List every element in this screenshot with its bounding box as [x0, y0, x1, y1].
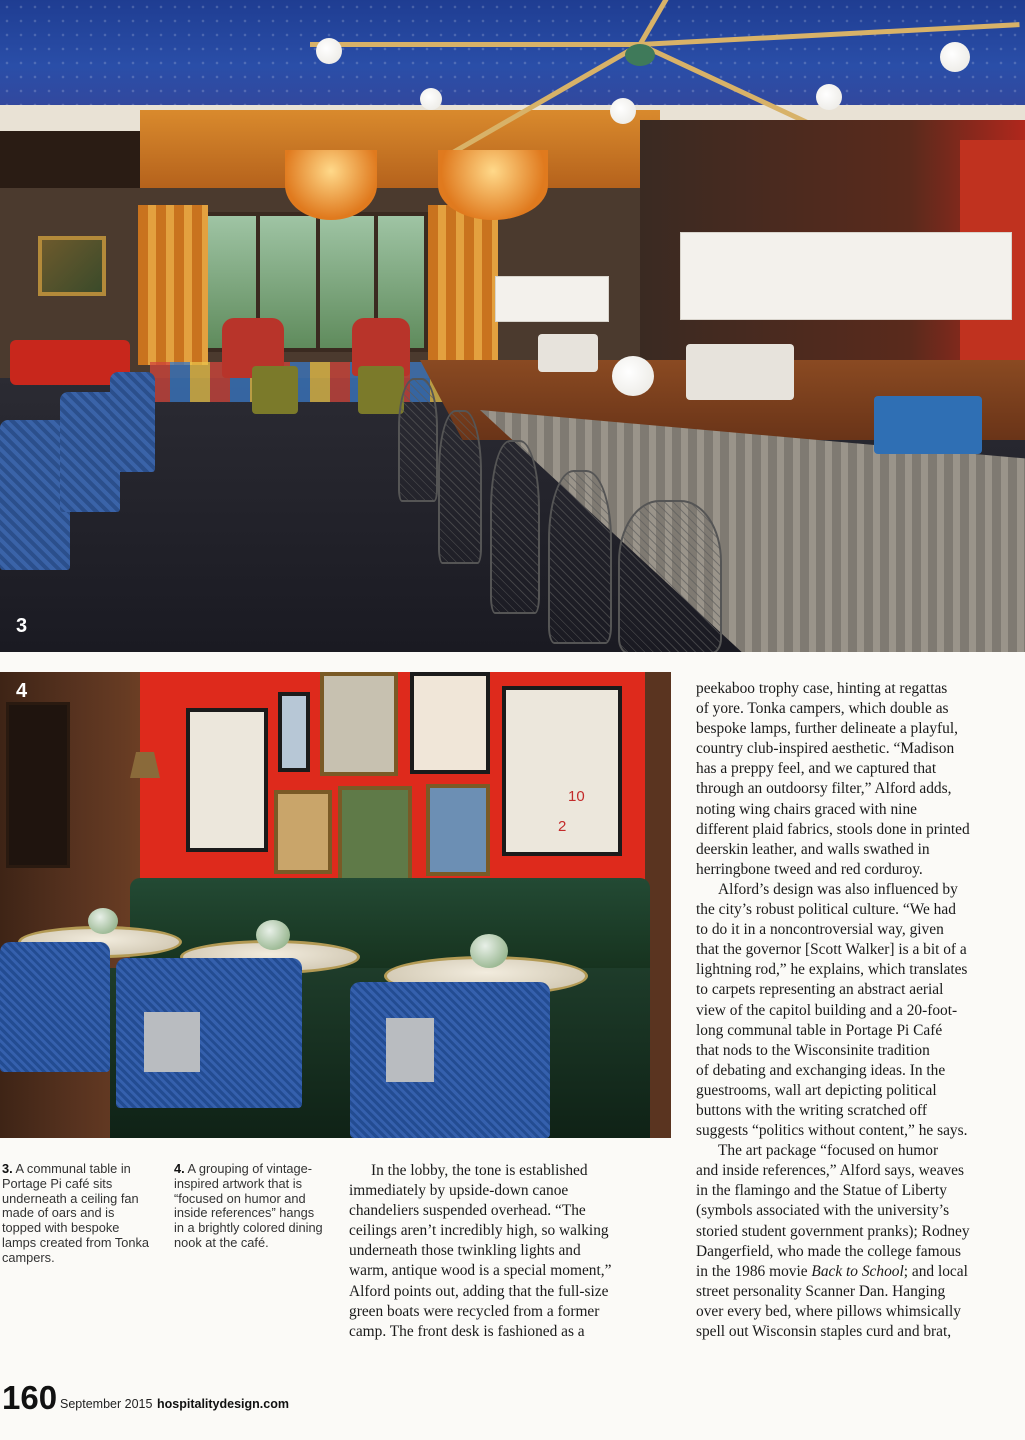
issue-date: September 2015 [60, 1397, 153, 1411]
ottoman [252, 366, 298, 414]
text-line: The art package “focused on humor [718, 1142, 939, 1160]
text-line: of debating and exchanging ideas. In the [696, 1061, 946, 1079]
text-line: camp. The front desk is fashioned as a [349, 1322, 585, 1340]
glass-terrarium [470, 934, 508, 968]
text-line: that nods to the Wisconsinite tradition [696, 1041, 930, 1059]
movie-title: Back to School [811, 1262, 904, 1280]
body-column-right [696, 679, 1022, 1342]
text-line: to carpets representing an abstract aerial [696, 981, 944, 999]
text-line: deerskin leather, and walls swathed in [696, 840, 930, 858]
photo-number: 3 [16, 615, 28, 637]
text-line: and inside references,” Alford says, weaves [696, 1162, 964, 1180]
text-line: storied student government pranks); Rodney [696, 1222, 970, 1240]
glass-terrarium [88, 908, 118, 934]
art-number-ten: 10 [568, 788, 585, 805]
text-line: street personality Scanner Dan. Hanging [696, 1282, 946, 1300]
tonka-camper-lamp [686, 344, 794, 400]
fan-hub [625, 44, 655, 66]
glass-terrarium [256, 920, 290, 950]
light-globe [316, 38, 342, 64]
light-globe [420, 88, 442, 110]
wire-bar-stool [438, 410, 482, 564]
wire-bar-stool [618, 500, 722, 652]
text-line: guestrooms, wall art depicting political [696, 1081, 937, 1099]
text-line: (symbols associated with the university’s [696, 1202, 950, 1220]
text-line: different plaid fabrics, stools done in printed [696, 820, 970, 838]
tulip-vase [612, 356, 654, 396]
light-globe [940, 42, 970, 72]
light-globe [610, 98, 636, 124]
text-line: of yore. Tonka campers, which double as [696, 700, 949, 718]
text-line: Alford points out, adding that the full-size [349, 1282, 609, 1300]
text-line: peekaboo trophy case, hinting at regattas [696, 680, 948, 697]
canoe-chandelier [438, 150, 548, 220]
caption-photo-3 [2, 1162, 152, 1266]
text-line-movie: in the 1986 movie Back to School; and local [696, 1262, 968, 1280]
text-line: long communal table in Portage Pi Café [696, 1021, 943, 1039]
artwork-icons-grid [186, 708, 268, 852]
photo-number: 4 [16, 680, 28, 702]
text-line: view of the capitol building and a 20-foot- [696, 1001, 958, 1019]
art-number-two: 2 [558, 818, 567, 835]
text-line: spell out Wisconsin staples curd and brat, [696, 1323, 952, 1340]
text-line: over every bed, where pillows whimsically [696, 1302, 961, 1320]
artwork-pheasant [426, 784, 490, 876]
canoe-chandelier [285, 150, 377, 220]
lamp-shade [495, 276, 609, 322]
ottoman [358, 366, 404, 414]
text-line: bespoke lamps, further delineate a playful, [696, 720, 958, 738]
framed-landscape-painting [38, 236, 106, 296]
curtain [138, 205, 208, 365]
text-line: underneath those twinkling lights and [349, 1242, 581, 1260]
text-line: through an outdoorsy filter,” Alford adds, [696, 780, 952, 798]
caption-text: A grouping of vintage-inspired artwork that is “focused on humor and inside references” hangs in a brightly colored dining nook at the café. [174, 1161, 323, 1250]
wire-bar-stool [398, 378, 438, 502]
copper-ceiling-cove [140, 110, 660, 188]
curtain [428, 205, 498, 365]
text-line: country club-inspired aesthetic. “Madison [696, 740, 955, 758]
text-line: ceilings aren’t incredibly high, so walking [349, 1222, 609, 1240]
text-line: In the lobby, the tone is established [371, 1162, 588, 1179]
caption-number: 3. [2, 1161, 13, 1176]
blue-chair [0, 942, 110, 1072]
text-line: in the flamingo and the Statue of Liberty [696, 1182, 947, 1200]
website-link[interactable]: hospitalitydesign.com [157, 1397, 289, 1411]
artwork-dog [274, 790, 332, 874]
blue-chair [350, 982, 550, 1138]
page-number: 160 [2, 1379, 58, 1416]
text-line: suggests “politics without content,” he says. [696, 1122, 968, 1140]
text-line: buttons with the writing scratched off [696, 1101, 927, 1119]
dining-chair [110, 372, 155, 472]
text-line: lightning rod,” he explains, which translates [696, 961, 968, 979]
text-line: warm, antique wood is a special moment,” [349, 1262, 612, 1280]
text-line: Dangerfield, who made the college famous [696, 1242, 961, 1260]
caption-text: A communal table in Portage Pi café sits underneath a ceiling fan made of oars and is topped with bespoke lamps created from Tonka campers. [2, 1161, 149, 1265]
text-line: has a preppy feel, and we captured that [696, 760, 937, 778]
caption-number: 4. [174, 1161, 185, 1176]
text-line: immediately by upside-down canoe [349, 1182, 569, 1200]
text-line: Alford’s design was also influenced by [718, 880, 958, 898]
text-line: noting wing chairs graced with nine [696, 800, 917, 818]
text-line: chandeliers suspended overhead. “The [349, 1202, 586, 1220]
text-line: herringbone tweed and red corduroy. [696, 860, 923, 878]
wire-bar-stool [548, 470, 612, 644]
photo-communal-table [0, 0, 1025, 652]
light-globe [816, 84, 842, 110]
trophy-shelf [6, 702, 70, 868]
photo-dining-nook [0, 672, 671, 1138]
artwork-eagle-flag [320, 672, 398, 776]
text-line: the city’s robust political culture. “We had [696, 901, 956, 919]
oar-fan-blade [310, 42, 640, 47]
tonka-camper-lamp [874, 396, 982, 454]
caption-photo-4 [174, 1162, 324, 1251]
text-line: that the governor [Scott Walker] is a bit of a [696, 941, 967, 959]
text-line: to do it in a noncontroversial way, given [696, 921, 944, 939]
text-line: green boats were recycled from a former [349, 1302, 600, 1320]
lamp-shade [680, 232, 1012, 320]
tonka-camper-lamp [538, 334, 598, 372]
wire-bar-stool [490, 440, 540, 614]
artwork-symbols-grid [502, 686, 622, 856]
artwork-flamingo [278, 692, 310, 772]
artwork-portrait [410, 672, 490, 774]
body-column-middle [349, 1161, 649, 1342]
